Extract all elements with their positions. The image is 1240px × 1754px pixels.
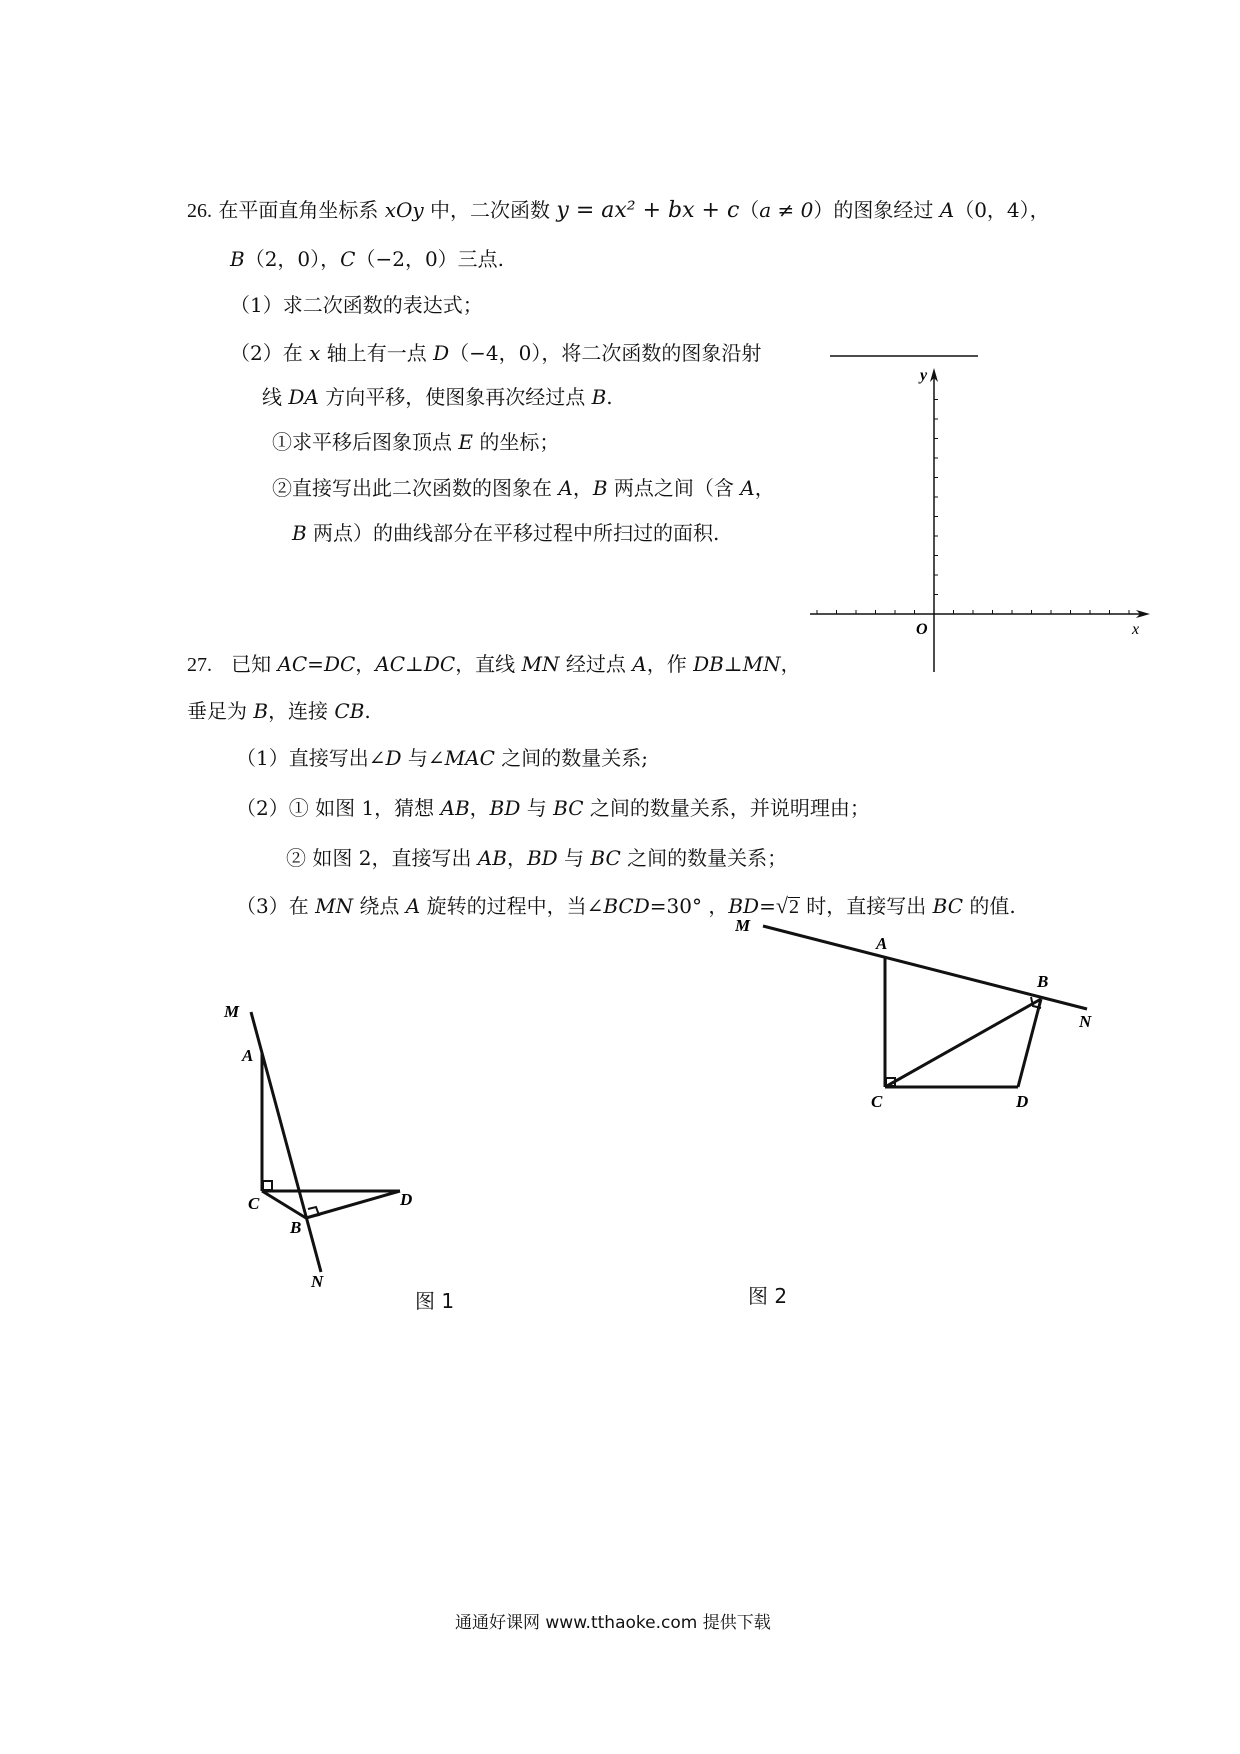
page-footer: 通通好课网 www.tthaoke.com 提供下载 <box>455 1613 771 1633</box>
q26-s2a: ②直接写出此二次函数的图象在 <box>272 476 559 500</box>
q27-p1c: 之间的数量关系; <box>494 746 648 770</box>
q26-text-1d: ）的图象经过 <box>813 198 940 222</box>
q27-2b: ，连接 <box>268 699 335 723</box>
origin-label: O <box>916 621 928 638</box>
fig1-label-b: B <box>290 1218 302 1237</box>
fig2-caption: 图 2 <box>748 1284 788 1308</box>
q27-1d: 经过点 <box>559 652 633 676</box>
fig2-label-m: M <box>735 916 751 935</box>
figure-1 <box>210 995 440 1305</box>
q27-part2-sub <box>286 845 787 871</box>
fig1-segment-db <box>306 1191 400 1218</box>
q27-1b: ， <box>355 652 376 676</box>
q27-p2sa: ② 如图 2，直接写出 <box>286 846 478 870</box>
q26-text-2b: （−2，0）三点. <box>355 247 505 271</box>
q26-part2-line2 <box>262 384 613 410</box>
sqrt-icon: √ <box>775 893 788 918</box>
q26-p2l2c: . <box>606 385 613 409</box>
q26-point-a: A <box>939 198 955 222</box>
q27-p3-bd: BD <box>728 894 760 918</box>
q27-p2s-bc: BC <box>590 846 621 870</box>
q27-p2s-ab: AB <box>477 846 507 870</box>
q26-s2l2a: 两点）的曲线部分在平移过程中所扫过的面积. <box>306 521 720 545</box>
q26-s2-a2: A <box>740 476 755 500</box>
q27-acdc: AC=DC <box>277 652 356 676</box>
q27-p3-bcd: ∠BCD <box>586 894 650 918</box>
q26-p2-b: B <box>591 385 607 409</box>
q27-p3c: 旋转的过程中，当 <box>420 894 587 918</box>
q27-number: 27. <box>187 654 212 676</box>
q26-p2l2b: 方向平移，使图象再次经过点 <box>318 385 592 409</box>
q27-mn: MN <box>521 652 560 676</box>
q26-p2-da: DA <box>288 385 319 409</box>
fig1-label-m: M <box>224 1002 240 1021</box>
q27-p2-bd: BD <box>489 796 521 820</box>
q26-xoy: xOy <box>384 198 424 222</box>
q27-p1a: （1）直接写出 <box>236 746 369 770</box>
q27-p3b: 绕点 <box>353 894 406 918</box>
q26-p2-x: x <box>309 341 321 365</box>
q26-point-c: C <box>340 247 356 271</box>
q27-p1b: 与 <box>401 746 428 770</box>
q27-p3-rootval: 2 <box>788 896 799 918</box>
q27-2a: 垂足为 <box>187 699 254 723</box>
q26-s2d: ， <box>754 476 775 500</box>
y-axis-label: y <box>920 367 928 384</box>
fig1-right-angle-c-icon <box>263 1181 272 1190</box>
q26-s2-b: B <box>592 476 608 500</box>
q27-1f: ， <box>780 652 801 676</box>
q27-p2c: 与 <box>520 796 554 820</box>
q27-1e: ，作 <box>646 652 694 676</box>
q27-p2sb: ， <box>506 846 527 870</box>
q27-p2d: 之间的数量关系，并说明理由； <box>583 796 870 820</box>
q26-coordinate-axes <box>800 350 1160 680</box>
q27-p2b: ， <box>469 796 490 820</box>
q27-2c: . <box>364 699 371 723</box>
q27-p3e: = <box>759 894 776 918</box>
q26-p2a: （2）在 <box>230 341 310 365</box>
q27-p2sc: 与 <box>557 846 591 870</box>
q26-s2b: ， <box>572 476 593 500</box>
q27-p3-mn: MN <box>315 894 354 918</box>
q27-p3-a: A <box>405 894 421 918</box>
q27-line2 <box>187 698 371 724</box>
q26-text-1c: （ <box>739 198 760 222</box>
q26-s2l2-b: B <box>292 521 307 545</box>
axis-ticks <box>817 400 1129 615</box>
fig1-label-d: D <box>400 1190 413 1209</box>
q26-s1-e: E <box>458 430 473 454</box>
fig2-label-c: C <box>871 1092 883 1111</box>
q27-part2 <box>236 795 870 821</box>
q26-condition: a ≠ 0 <box>759 198 814 222</box>
q27-p2sd: 之间的数量关系； <box>620 846 788 870</box>
fig2-label-d: D <box>1016 1092 1029 1111</box>
fig1-label-c: C <box>248 1194 260 1213</box>
fig2-label-a: A <box>876 934 888 953</box>
x-axis-label: x <box>1132 621 1140 638</box>
q26-s2-a: A <box>558 476 573 500</box>
q26-line1 <box>187 197 1050 224</box>
q26-point-b: B <box>230 247 245 271</box>
q26-part1: （1）求二次函数的表达式； <box>230 293 483 317</box>
q27-p2s-bd: BD <box>526 846 558 870</box>
fig2-segment-db <box>1018 999 1041 1087</box>
q27-perp: AC⊥DC <box>375 652 456 676</box>
q27-1c: ，直线 <box>455 652 522 676</box>
q27-2-b: B <box>253 699 269 723</box>
q26-sub2 <box>272 475 775 501</box>
q26-formula: y = ax² + bx + c <box>556 198 740 223</box>
q27-p2-bc: BC <box>553 796 584 820</box>
q27-p3f: 时，直接写出 <box>799 894 933 918</box>
fig2-label-n: N <box>1079 1012 1092 1031</box>
q26-p2b: 轴上有一点 <box>320 341 434 365</box>
fig1-label-a: A <box>242 1046 254 1065</box>
q27-p1-mac: ∠MAC <box>427 746 495 770</box>
q27-p3-bc: BC <box>932 894 964 918</box>
q27-p1-d: ∠D <box>368 746 402 770</box>
fig2-label-b: B <box>1037 972 1049 991</box>
q27-line1 <box>187 651 801 678</box>
q26-text-1e: （0，4）， <box>954 198 1050 222</box>
q27-2-cb: CB <box>334 699 365 723</box>
q26-p2c: （−4，0），将二次函数的图象沿射 <box>449 341 762 365</box>
q27-p3d: =30° ， <box>649 894 729 918</box>
q26-sub2-line2 <box>292 520 719 546</box>
q26-text-1a: 在平面直角坐标系 <box>218 198 385 222</box>
q27-1a: 已知 <box>231 652 278 676</box>
q26-p2-d: D <box>433 341 450 365</box>
fig2-segment-cb <box>885 999 1041 1087</box>
q26-number: 26. <box>187 200 212 222</box>
q27-p2a: （2）① 如图 1，猜想 <box>236 796 441 820</box>
q26-sub1 <box>272 429 559 455</box>
q26-line2 <box>230 246 504 272</box>
figure-2 <box>735 915 1105 1115</box>
q27-p3g: 的值. <box>963 894 1016 918</box>
q27-a: A <box>632 652 647 676</box>
q26-p2l2a: 线 <box>262 385 289 409</box>
q26-text-2a: （2，0）， <box>244 247 341 271</box>
fig1-label-n: N <box>311 1272 324 1291</box>
q26-s2c: 两点之间（含 <box>607 476 741 500</box>
q26-s1a: ①求平移后图象顶点 <box>272 430 459 454</box>
q27-p3a: （3）在 <box>236 894 316 918</box>
q26-part2 <box>230 340 761 366</box>
q26-s1b: 的坐标； <box>472 430 560 454</box>
q26-text-1b: 中，二次函数 <box>423 198 557 222</box>
q27-part1 <box>236 745 648 771</box>
q27-dbmn: DB⊥MN <box>693 652 781 676</box>
fig1-caption: 图 1 <box>415 1289 455 1313</box>
q27-p2-ab: AB <box>440 796 470 820</box>
fig2-line-mn <box>763 926 1087 1009</box>
